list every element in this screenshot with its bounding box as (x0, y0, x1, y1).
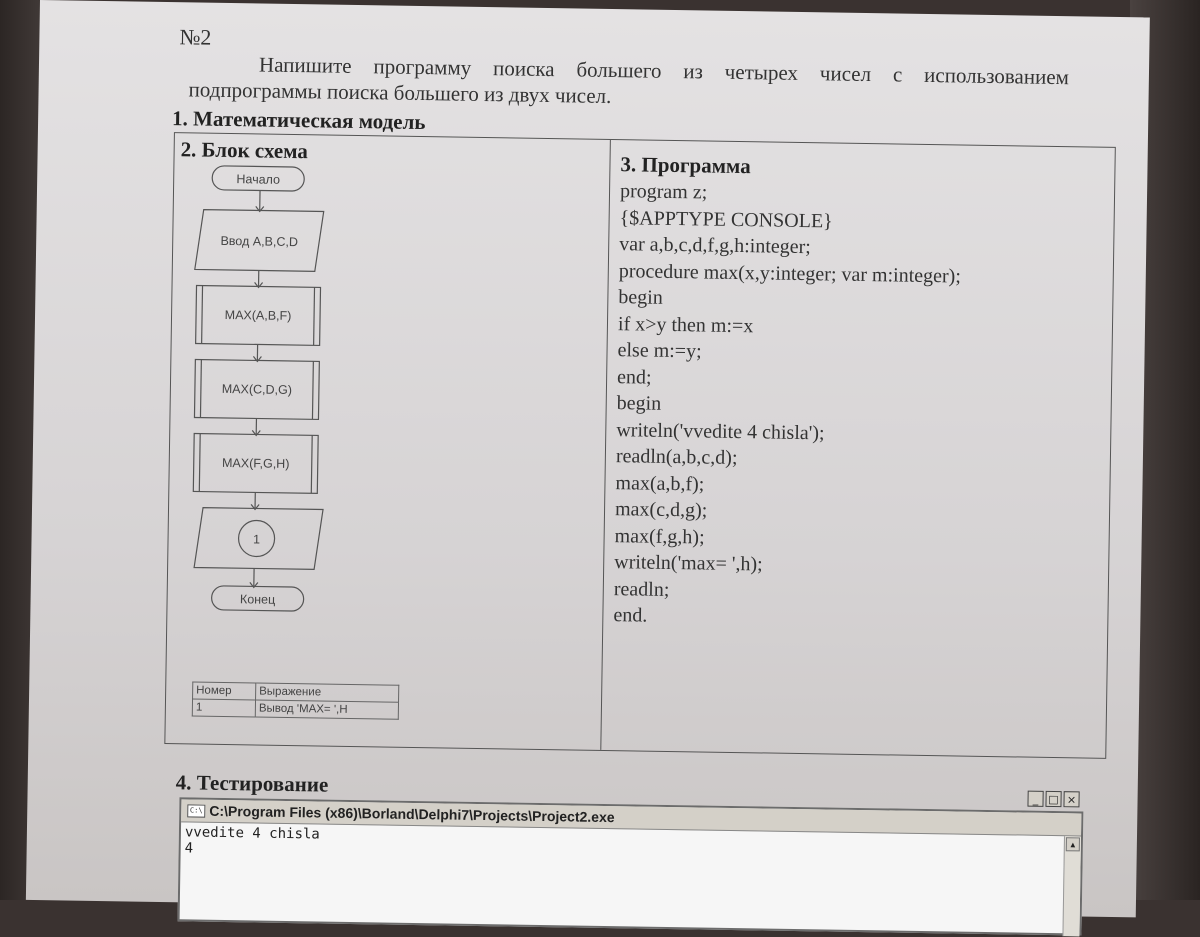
flowchart-call-1-label: MAX(A,B,F) (225, 308, 292, 323)
console-line: 4 (185, 840, 1077, 870)
flowchart-end-label: Конец (240, 592, 275, 607)
legend-header-number: Номер (193, 682, 256, 700)
code-line: var a,b,c,d,f,g,h:integer; (619, 231, 961, 263)
console-line: vvedite 4 chisla (185, 824, 1077, 854)
code-line: begin (618, 284, 960, 316)
window-controls (1027, 791, 1079, 808)
flowchart-input-label: Ввод A,B,C,D (220, 234, 298, 249)
scroll-up-icon[interactable]: ▲ (1066, 837, 1080, 851)
code-line: end; (617, 364, 959, 396)
flowchart-call-3-label: MAX(F,G,H) (222, 456, 290, 471)
minimize-icon[interactable]: _ (1027, 791, 1043, 807)
code-line: {$APPTYPE CONSOLE} (619, 205, 961, 237)
code-line: begin (617, 390, 959, 422)
flowchart-reference-label: 1 (253, 532, 260, 546)
code-line: end. (613, 602, 955, 634)
legend-row (192, 699, 398, 719)
code-line: readln(a,b,c,d); (616, 443, 958, 475)
code-line: else m:=y; (617, 337, 959, 369)
code-line: max(f,g,h); (614, 523, 956, 555)
flowchart-legend-table (192, 681, 400, 719)
task-number: №2 (179, 24, 211, 50)
paper-sheet (26, 0, 1150, 917)
maximize-icon[interactable]: □ (1045, 791, 1061, 807)
code-line: max(c,d,g); (615, 496, 957, 528)
program-listing (613, 178, 962, 634)
console-scrollbar[interactable] (1062, 836, 1081, 936)
section-heading-testing: 4. Тестирование (176, 770, 329, 797)
code-line: writeln('vvedite 4 chisla'); (616, 417, 958, 449)
solution-table (164, 132, 1115, 759)
section-heading-program: 3. Программа (620, 152, 751, 179)
console-app-icon[interactable]: C:\ (187, 804, 205, 817)
code-line: procedure max(x,y:integer; var m:integer); (619, 258, 961, 290)
console-window-title: C:\Program Files (x86)\Borland\Delphi7\Projects\Project2.exe (209, 803, 615, 825)
legend-header-expression: Выражение (256, 683, 399, 702)
code-line: if x>y then m:=x (618, 311, 960, 343)
flowchart-call-2-label: MAX(C,D,G) (222, 382, 292, 397)
code-line: writeln('max= ',h); (614, 549, 956, 581)
flowchart-start-label: Начало (236, 172, 280, 187)
close-icon[interactable]: × (1063, 791, 1079, 807)
code-line: program z; (620, 178, 962, 210)
code-line: max(a,b,f); (615, 470, 957, 502)
console-window (178, 797, 1084, 935)
section-heading-flowchart: 2. Блок схема (180, 137, 308, 164)
task-statement: Напишите программу поиска большего из четырех чисел с использованием подпрограммы поиска большего из двух чисел. (188, 50, 1069, 116)
section-heading-model: 1. Математическая модель (172, 106, 426, 135)
legend-cell-expression: Вывод 'MAX= ',H (255, 700, 398, 719)
flowchart-diagram (172, 161, 371, 724)
legend-cell-number: 1 (192, 699, 255, 717)
table-column-divider (600, 140, 611, 750)
code-line: readln; (614, 576, 956, 608)
